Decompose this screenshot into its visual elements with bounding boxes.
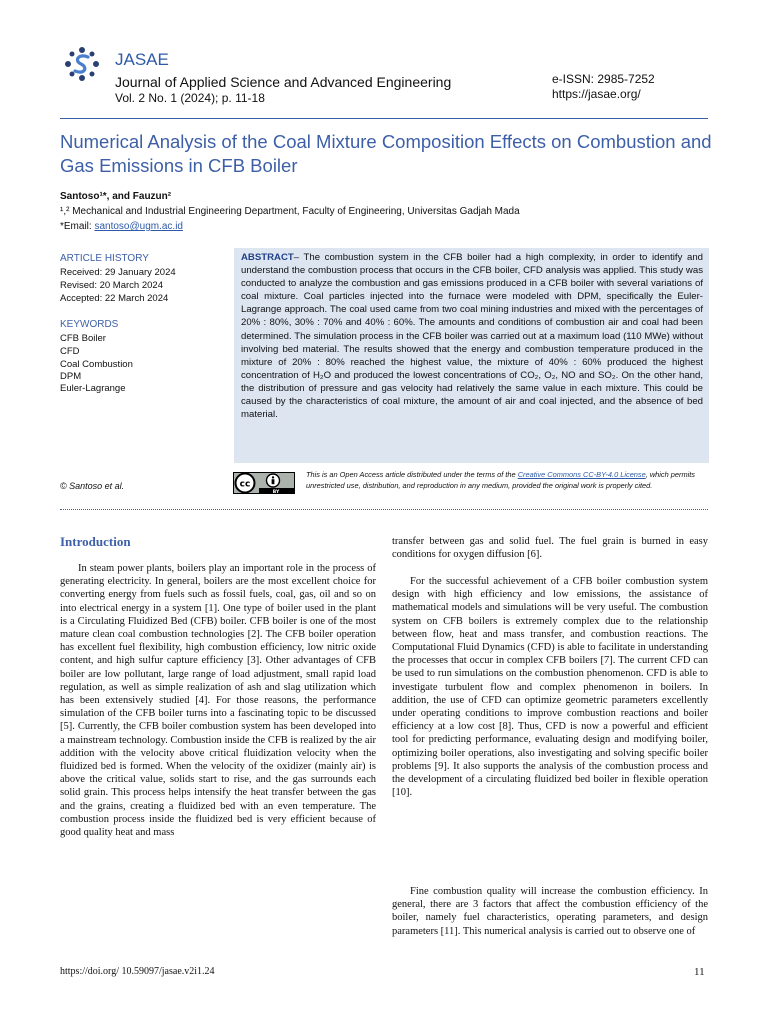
issn: e-ISSN: 2985-7252 — [552, 72, 655, 86]
license-text-start: This is an Open Access article distributed under the terms of the — [306, 470, 518, 479]
keyword-item: CFD — [60, 346, 80, 357]
body-column-right-last — [392, 885, 708, 938]
paragraph: transfer between gas and solid fuel. The fuel grain is burned in easy conditions for oxygen diffusion [6]. — [392, 536, 708, 561]
journal-full-name: Journal of Applied Science and Advanced Engineering — [115, 74, 452, 90]
body-column-right-continuation — [392, 535, 708, 561]
page-number: 11 — [694, 966, 705, 978]
keyword-item: Euler-Lagrange — [60, 383, 126, 394]
copyright-notice: © Santoso et al. — [60, 481, 125, 491]
affiliation: ¹,² Mechanical and Industrial Engineering Department, Faculty of Engineering, Universitas Gadjah Mada — [60, 206, 520, 217]
journal-short-name: JASAE — [115, 50, 169, 69]
revised-date: Revised: 20 March 2024 — [60, 280, 163, 291]
section-divider — [60, 509, 708, 510]
volume-info: Vol. 2 No. 1 (2024); p. 11-18 — [115, 91, 265, 105]
license-statement — [306, 470, 710, 491]
cc-badge-text: cc — [239, 479, 251, 490]
author-list: Santoso¹*, and Fauzun² — [60, 191, 172, 202]
email-label: *Email: — [60, 221, 95, 232]
journal-website-link[interactable]: https://jasae.org/ — [552, 87, 641, 101]
email-link[interactable]: santoso@ugm.ac.id — [94, 221, 183, 232]
paragraph: In steam power plants, boilers play an important role in the process of generating electricity. In general, boilers are the most excellent choice for converting energy from fuels such as fossil fuels, coal, gas, oil and so on into electrical energy in a system [1]. One type of boiler used in the plant is a Circulating Fluidized Bed (CFB) boiler. CFB boiler is one of the most mature clean coal combustion technologies [2]. The CFB boiler operation has excellent fuel flexibility, high combustion efficiency, low nitric oxide content, and high sulfur capture efficiency [3]. Other advantages of CFB boiler are low pollutant, large range of load adjustment, small rapid load regulation, as well as simple realization of ash and slag utilization which has been extensively studied [4]. For those reasons, the performance simulation of the CFB boiler turns into a fascinating topic to be discussed [5]. Currently, the CFB boiler combustion system has been developed into a mainstream technology. Combustion inside the CFB is realized by the air addition with the velocity above critical fluidization velocity when the fluidized bed is formed. When the velocity of the oxidizer (mainly air) is above the critical value, solids start to rise, and the gas surrounds each solid grain. This process helps intensify the heat transfer between the gas and the grains, creating a fluidized bed with an even temperature. The combustion process inside the fluidized bed is very efficient because of good quality heat and mass — [60, 563, 376, 839]
corresponding-email — [60, 221, 183, 232]
received-date: Received: 29 January 2024 — [60, 267, 176, 278]
abstract-label: ABSTRACT — [241, 252, 294, 263]
keyword-item: DPM — [60, 371, 82, 382]
keywords-heading: KEYWORDS — [60, 319, 119, 330]
license-link[interactable]: Creative Commons CC-BY-4.0 License — [517, 470, 646, 479]
article-history-heading: ARTICLE HISTORY — [60, 253, 149, 264]
header-divider — [60, 118, 708, 119]
journal-logo-icon — [64, 46, 100, 82]
body-column-left — [60, 562, 376, 839]
doi-link[interactable]: https://doi.org/ 10.59097/jasae.v2i1.24 — [60, 966, 215, 977]
abstract-body: – The combustion system in the CFB boiler had a high complexity, in order to identify and understand the combustion process that occurs in the CFB boiler, CFD analysis was applied. This study was conducted to analyze the combustion and gas emissions produced in a CFB boiler with several variations of coal mixture. Coal particles injected into the furnace were modeled with DPM, specifically the Euler-Lagrange approach. The coal used came from two coal mining industries and mixed with the percentages of 20% : 80%, 30% : 70% and 40% : 60%. The amounts and conditions of combustion air and coal had been determined. The simulation process in the CFB boiler was carried out at a maximum load (110 MWe) without involving bed material. The results showed that the energy and combustion temperature produced in the mixture of 20% : 80% reached the highest value, the mixture of 40% : 60% produced the highest concentration of H₂O and produced the lowest concentrations of CO₂, O₂, NO and SO₂. On the other hand, the distribution of pressure and gas velocity had relatively the same value in each mixture. This could be caused by the characteristics of coal mixture, the amount of air and coal injected, and the absence of bed material. — [241, 252, 703, 421]
article-title: Numerical Analysis of the Coal Mixture Composition Effects on Combustion and Gas Emissions in CFB Boiler — [60, 131, 712, 176]
body-column-right — [392, 575, 708, 799]
abstract-text — [241, 251, 703, 421]
accepted-date: Accepted: 22 March 2024 — [60, 293, 169, 304]
paragraph: Fine combustion quality will increase the combustion efficiency. In general, there are 3 factors that affect the combustion efficiency of the boiler, namely fuel characteristics, operating parameters, and design parameters [11]. This numerical analysis is carried out to observe one of — [392, 886, 708, 937]
keyword-item: Coal Combustion — [60, 359, 133, 370]
keyword-item: CFB Boiler — [60, 333, 106, 344]
license-text-end: , which permits unrestricted use, distribution, and reproduction in any medium, provided the original work is properly cited. — [306, 470, 696, 490]
introduction-heading: Introduction — [60, 534, 131, 549]
paragraph: For the successful achievement of a CFB boiler combustion system design with high efficiency and low emissions, the assistance of mathematical models and simulations will be very useful. The combustion system on CFB boilers is extremely complex due to the relationship between flow, heat and mass transfer, and combustion reactions. The Computational Fluid Dynamics (CFD) is able to facilitate in understanding the processes that occur in complex CFB boilers [7]. The current CFD can be used to run simulations on the combustion phenomenon. CFD is able to investigate turbulent flow and complex phenomenon in boilers. In addition, the use of CFD can optimize geometric parameters excellently under operating conditions to improve combustion reactions and boiler efficiency at a low cost [8]. Thus, CFD is now a powerful and efficient tool for predicting performance, evaluating design and modifying boiler, optimizing boiler operations, also investigating and solving specific boiler problems [9]. It also supports the analysis of the combustion process and the development of a circulating fluidized bed boiler in flexible operation [10]. — [392, 576, 708, 799]
cc-by-license-icon[interactable] — [233, 472, 295, 494]
by-badge-text: BY — [272, 489, 280, 494]
